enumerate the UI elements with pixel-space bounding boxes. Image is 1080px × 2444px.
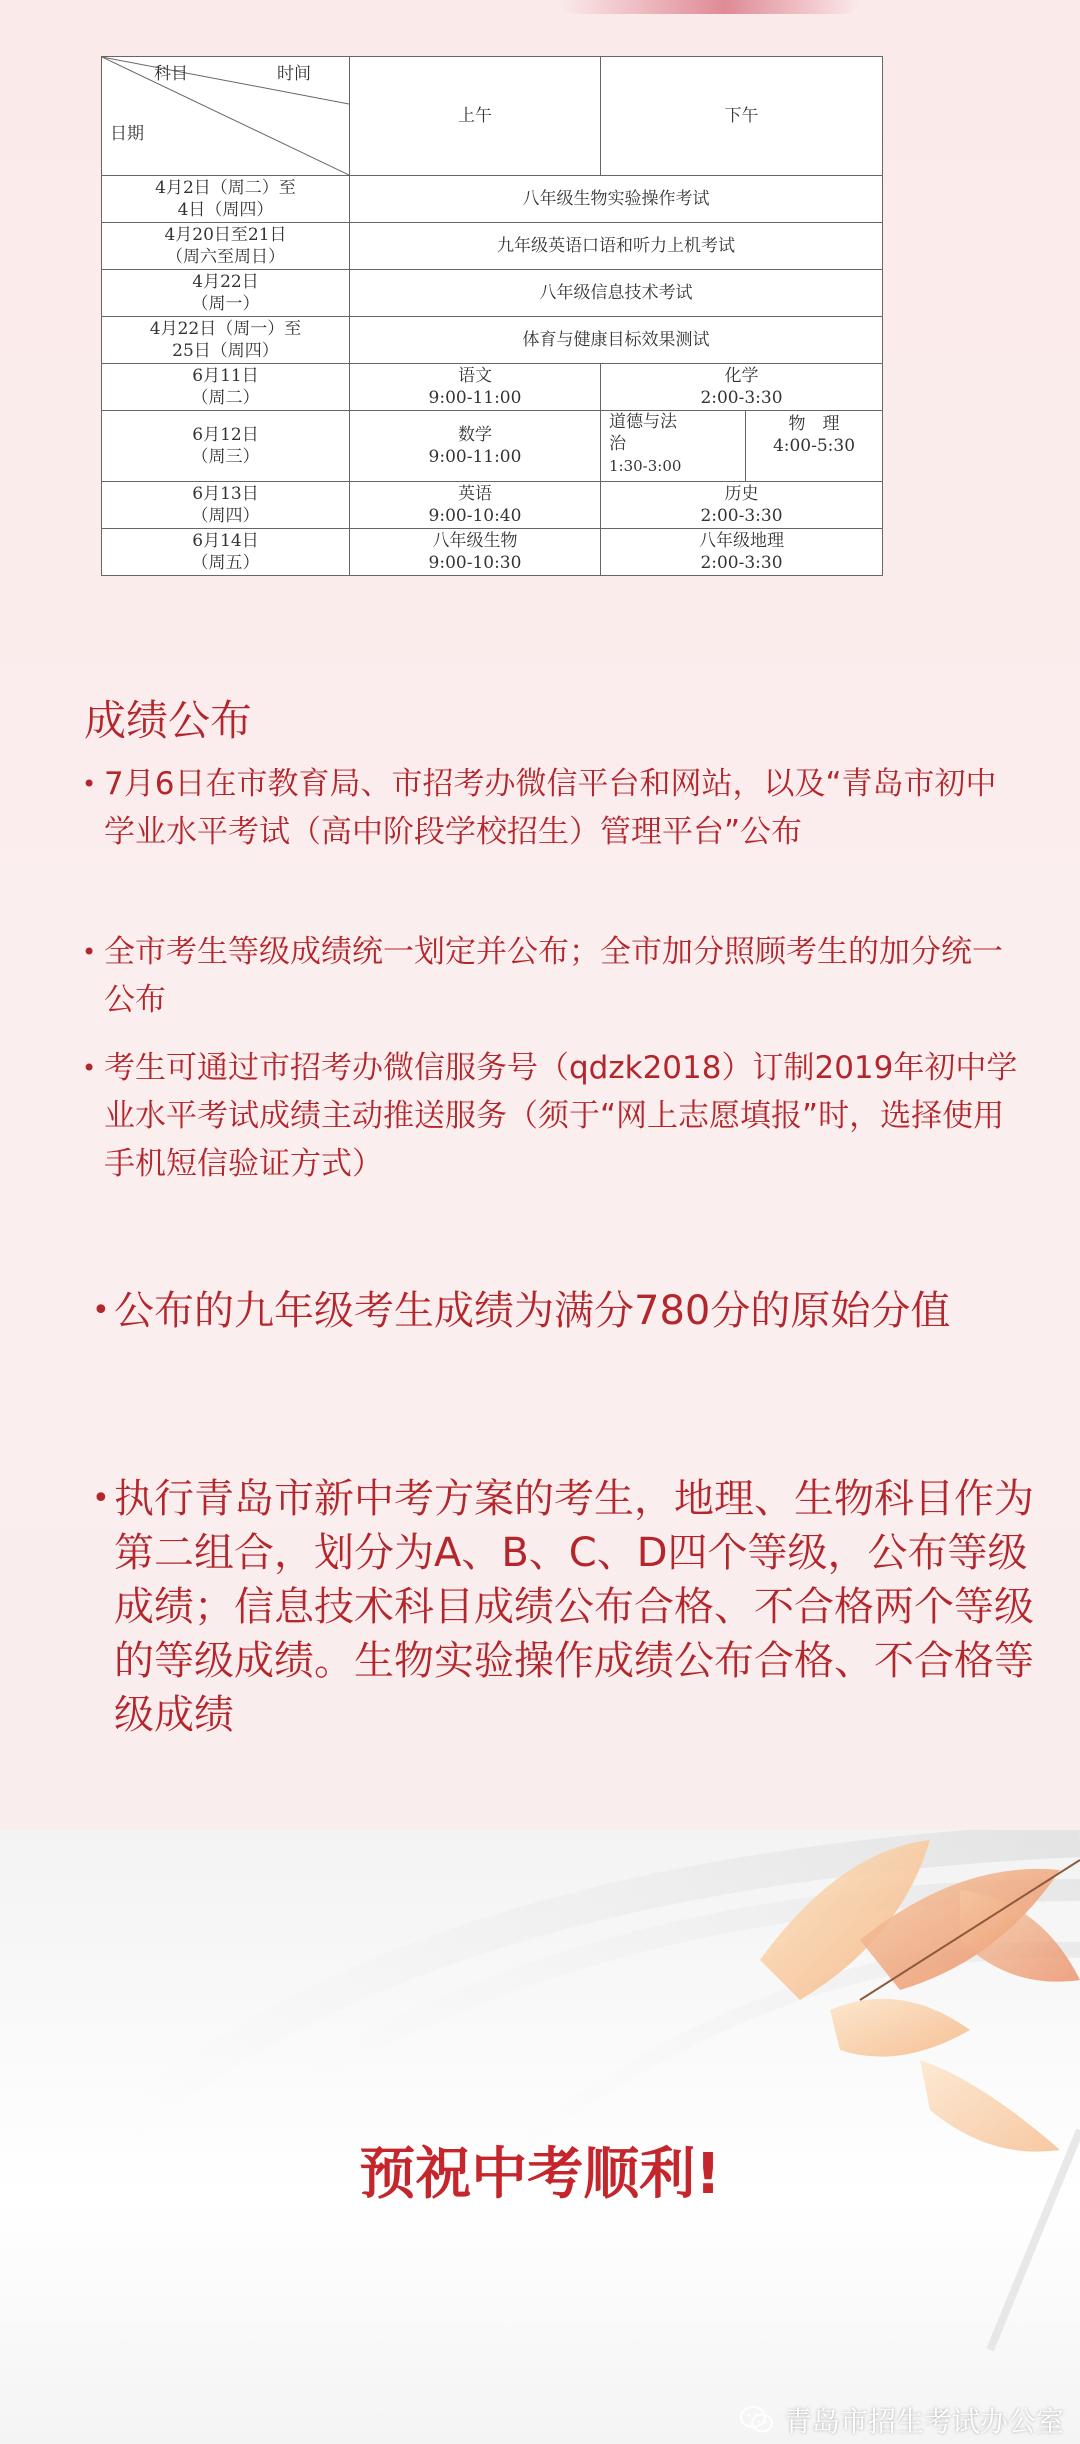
header-morning: 上午 bbox=[350, 57, 601, 176]
bullet-dot: • bbox=[82, 770, 97, 798]
table-row bbox=[102, 317, 883, 364]
wechat-icon bbox=[740, 2405, 774, 2435]
bullet-text: 全市考生等级成绩统一划定并公布；全市加分照顾考生的加分统一公布 bbox=[104, 934, 1003, 1018]
subject-name: 化学 bbox=[724, 366, 759, 386]
subject-name: 道德与法 bbox=[609, 412, 677, 432]
exam-time: 9:00-11:00 bbox=[428, 447, 522, 467]
exam-time: 2:00-3:30 bbox=[700, 388, 783, 408]
subject-name: 八年级生物 bbox=[432, 531, 518, 551]
exam-time: 9:00-10:30 bbox=[428, 553, 522, 573]
subject-name: 英语 bbox=[458, 484, 492, 504]
morning-cell bbox=[350, 411, 601, 482]
account-name: 青岛市招生考试办公室 bbox=[783, 2405, 1064, 2438]
top-decoration bbox=[560, 0, 860, 14]
table-row bbox=[102, 223, 883, 270]
afternoon-cell bbox=[601, 529, 883, 576]
date-line: 4月20日至21日 bbox=[164, 225, 287, 245]
date-cell bbox=[102, 223, 350, 270]
date-line: （周四） bbox=[191, 506, 260, 526]
date-line: 4月22日（周一）至 bbox=[149, 319, 302, 339]
bullet-item bbox=[82, 1044, 1024, 1188]
date-cell bbox=[102, 317, 350, 364]
good-luck-message: 预祝中考顺利! bbox=[359, 2142, 721, 2207]
pm-left-subject bbox=[601, 411, 746, 481]
diagonal-lines bbox=[102, 57, 349, 175]
header-time-label: 时间 bbox=[277, 64, 311, 84]
date-cell bbox=[102, 482, 350, 529]
table-row bbox=[102, 270, 883, 317]
date-cell bbox=[102, 270, 350, 317]
exam-span-cell: 九年级英语口语和听力上机考试 bbox=[350, 223, 883, 270]
exam-time: 4:00-5:30 bbox=[772, 436, 856, 456]
exam-span-cell: 八年级信息技术考试 bbox=[350, 270, 883, 317]
table-row bbox=[102, 482, 883, 529]
bullet-item bbox=[92, 1284, 1034, 1338]
account-footer bbox=[740, 2400, 1064, 2440]
date-line: 6月11日 bbox=[192, 366, 259, 386]
date-cell bbox=[102, 364, 350, 411]
bullet-text: 公布的九年级考生成绩为满分780分的原始分值 bbox=[114, 1288, 951, 1334]
afternoon-split bbox=[601, 411, 882, 481]
morning-cell bbox=[350, 364, 601, 411]
date-line: （周六至周日） bbox=[166, 247, 285, 267]
exam-time: 9:00-10:40 bbox=[428, 506, 522, 526]
exam-time: 9:00-11:00 bbox=[428, 388, 522, 408]
bullet-item bbox=[82, 928, 1024, 1024]
bullet-dot: • bbox=[82, 938, 97, 966]
bullet-item bbox=[82, 760, 1024, 856]
date-line: 6月13日 bbox=[192, 484, 259, 504]
date-line: 6月14日 bbox=[192, 531, 259, 551]
morning-cell bbox=[350, 529, 601, 576]
table-row bbox=[102, 176, 883, 223]
date-line: 4日（周四） bbox=[177, 200, 274, 220]
date-line: （周五） bbox=[191, 553, 260, 573]
table-row bbox=[102, 364, 883, 411]
exam-time: 1:30-3:00 bbox=[609, 457, 682, 475]
bullet-text: 7月6日在市教育局、市招考办微信平台和网站，以及“青岛市初中学业水平考试（高中阶段学校招生）管理平台”公布 bbox=[104, 766, 997, 850]
subject-name: 八年级地理 bbox=[699, 531, 784, 551]
bullet-dot: • bbox=[92, 1293, 110, 1328]
exam-schedule-table bbox=[101, 56, 883, 576]
subject-name: 数学 bbox=[458, 425, 492, 445]
bullet-dot: • bbox=[92, 1481, 110, 1516]
bullet-text: 考生可通过市招考办微信服务号（qdzk2018）订制2019年初中学业水平考试成绩主动推送服务（须于“网上志愿填报”时，选择使用手机短信验证方式） bbox=[104, 1050, 1018, 1182]
date-cell bbox=[102, 176, 350, 223]
table-row bbox=[102, 411, 883, 482]
afternoon-cell bbox=[601, 364, 883, 411]
exam-time: 2:00-3:30 bbox=[700, 506, 783, 526]
table-header-row bbox=[102, 57, 883, 176]
subject-name: 历史 bbox=[724, 484, 759, 504]
header-date-label: 日期 bbox=[110, 124, 144, 144]
header-diagonal-cell bbox=[102, 57, 350, 176]
exam-span-cell: 八年级生物实验操作考试 bbox=[350, 176, 883, 223]
subject-name: 语文 bbox=[458, 366, 492, 386]
subject-name-cont: 治 bbox=[609, 434, 626, 454]
bullet-item bbox=[92, 1472, 1034, 1742]
date-line: 6月12日 bbox=[192, 425, 259, 445]
date-line: 25日（周四） bbox=[172, 341, 279, 361]
exam-time: 2:00-3:30 bbox=[700, 553, 783, 573]
date-cell bbox=[102, 411, 350, 482]
date-cell bbox=[102, 529, 350, 576]
afternoon-split-cell bbox=[601, 411, 883, 482]
morning-cell bbox=[350, 482, 601, 529]
score-announcement-title: 成绩公布 bbox=[84, 696, 253, 745]
header-afternoon: 下午 bbox=[601, 57, 883, 176]
afternoon-cell bbox=[601, 482, 883, 529]
subject-name: 物 理 bbox=[788, 414, 840, 434]
date-line: 4月22日 bbox=[192, 272, 259, 292]
exam-span-cell: 体育与健康目标效果测试 bbox=[350, 317, 883, 364]
bullet-text: 执行青岛市新中考方案的考生，地理、生物科目作为第二组合，划分为A、B、C、D四个等级，公布等级成绩；信息技术科目成绩公布合格、不合格两个等级的等级成绩。生物实验操作成绩公布合格、不合格等级成绩 bbox=[114, 1476, 1034, 1738]
date-line: （周一） bbox=[191, 294, 260, 314]
date-line: （周三） bbox=[191, 447, 260, 467]
date-line: （周二） bbox=[191, 388, 260, 408]
table-row bbox=[102, 529, 883, 576]
header-subject-label: 科目 bbox=[154, 64, 188, 84]
pm-right-subject bbox=[746, 411, 882, 481]
date-line: 4月2日（周二）至 bbox=[155, 178, 296, 198]
bullet-dot: • bbox=[82, 1054, 97, 1082]
